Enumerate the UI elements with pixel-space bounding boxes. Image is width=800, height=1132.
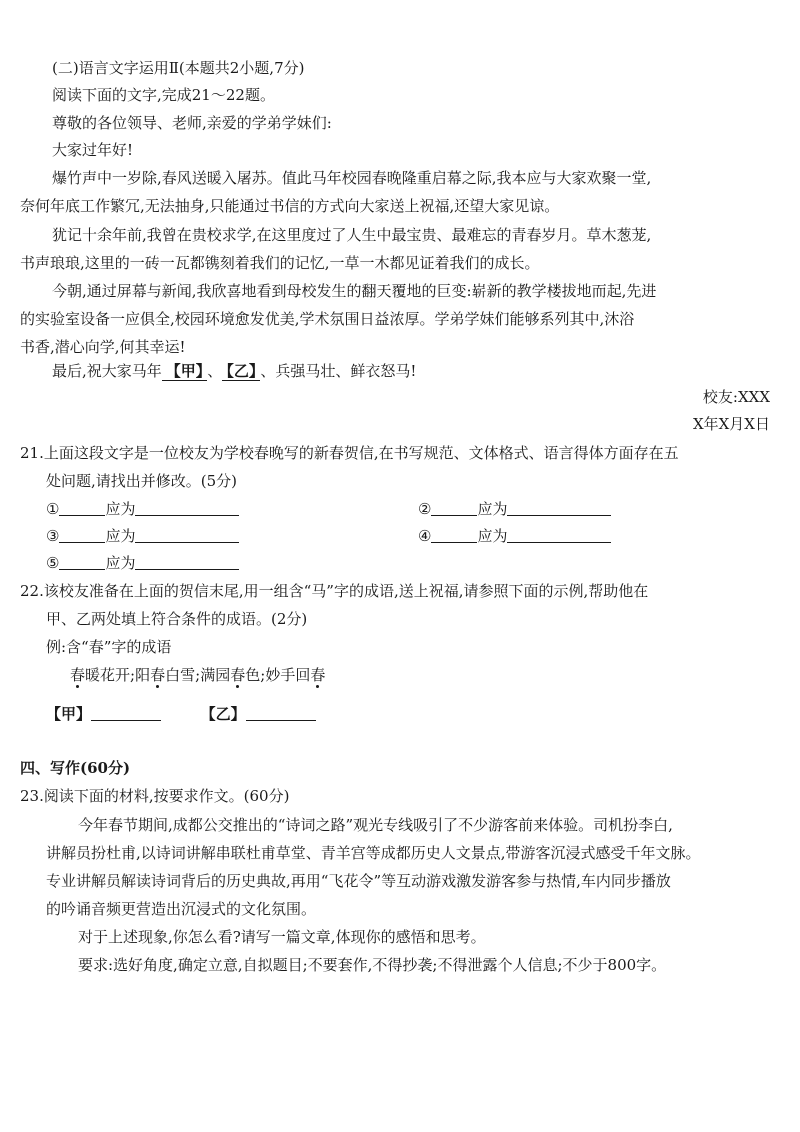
answer-blank[interactable]: [59, 499, 105, 516]
answer-label: 应为: [105, 527, 136, 545]
reading-instruction: 阅读下面的文字,完成21～22题。: [52, 86, 275, 104]
answer-row: [46, 704, 316, 724]
letter-paragraph-line: 今朝,通过屏幕与新闻,我欣喜地看到母校发生的翻天覆地的巨变:崭新的教学楼拔地而起,先进: [52, 282, 657, 300]
question-22-line: 甲、乙两处填上符合条件的成语。(2分): [46, 610, 308, 628]
answer-blank[interactable]: [135, 499, 239, 516]
idiom-key-char: 春: [150, 666, 166, 684]
closing-text: 最后,祝大家马年: [52, 362, 162, 380]
idiom-separator: ;: [195, 666, 201, 684]
answer-blank[interactable]: [507, 499, 611, 516]
answer-label: 应为: [105, 500, 136, 518]
material-line: 专业讲解员解读诗词背后的历史典故,再用“飞花令”等互动游戏激发游客参与热情,车内同步播放: [46, 872, 671, 890]
letter-date: X年X月X日: [692, 415, 770, 433]
section-heading: 四、写作(60分): [20, 759, 131, 777]
closing-text: 、兵强马壮、鲜衣怒马!: [260, 362, 417, 380]
idiom-key-char: 春: [70, 666, 86, 684]
blank-marker-jia: 【甲】: [162, 362, 208, 381]
idiom-part: 妙手回: [265, 666, 311, 684]
question-23-line: 23.阅读下面的材料,按要求作文。(60分): [20, 787, 290, 805]
answer-blank[interactable]: [507, 526, 611, 543]
writing-requirement: 要求:选好角度,确定立意,自拟题目;不要套作,不得抄袭;不得泄露个人信息;不少于800字。: [78, 956, 667, 974]
blank-label-jia: 【甲】: [46, 705, 92, 723]
answer-blank-jia[interactable]: [91, 704, 161, 721]
letter-paragraph-line: 奈何年底工作繁冗,无法抽身,只能通过书信的方式向大家送上祝福,还望大家见谅。: [20, 197, 560, 215]
letter-signature: 校友:XXX: [702, 388, 770, 406]
idiom-part: 白雪: [165, 666, 196, 684]
example-label: 例:含“春”字的成语: [46, 638, 172, 656]
letter-paragraph-line: 书声琅琅,这里的一砖一瓦都镌刻着我们的记忆,一草一木都见证着我们的成长。: [20, 254, 540, 272]
idiom-key-char: 春: [310, 666, 326, 684]
answer-number: ②: [418, 500, 432, 518]
letter-salutation: 尊敬的各位领导、老师,亲爱的学弟学妹们:: [52, 114, 332, 132]
answer-label: 应为: [105, 554, 136, 572]
answer-blank[interactable]: [135, 526, 239, 543]
answer-blank[interactable]: [431, 499, 477, 516]
answer-label: 应为: [477, 527, 508, 545]
material-line: 今年春节期间,成都公交推出的“诗词之路”观光专线吸引了不少游客前来体验。司机扮李白,: [78, 816, 673, 834]
idiom-key-char: 春: [230, 666, 246, 684]
answer-blank[interactable]: [135, 553, 239, 570]
answer-row: [418, 499, 611, 519]
idiom-separator: ;: [130, 666, 136, 684]
idiom-separator: ;: [260, 666, 266, 684]
letter-closing: [52, 361, 416, 381]
writing-task: 对于上述现象,你怎么看?请写一篇文章,体现你的感悟和思考。: [78, 928, 486, 946]
answer-row: [418, 526, 611, 546]
idiom-part: 暖花开: [85, 666, 131, 684]
answer-number: ③: [46, 527, 60, 545]
letter-paragraph-line: 的实验室设备一应俱全,校园环境愈发优美,学术氛围日益浓厚。学弟学妹们能够系列其中,沐浴: [20, 310, 635, 328]
answer-number: ⑤: [46, 554, 60, 572]
letter-paragraph-line: 书香,潜心向学,何其幸运!: [20, 338, 186, 356]
answer-number: ④: [418, 527, 432, 545]
answer-blank[interactable]: [59, 553, 105, 570]
material-line: 的吟诵音频更营造出沉浸式的文化氛围。: [46, 900, 317, 918]
answer-row: [46, 553, 239, 573]
question-22-line: 22.该校友准备在上面的贺信末尾,用一组含“马”字的成语,送上祝福,请参照下面的示例,帮助他在: [20, 582, 649, 600]
example-idioms: [70, 665, 325, 685]
idiom-part: 色: [245, 666, 261, 684]
answer-blank[interactable]: [59, 526, 105, 543]
answer-row: [46, 499, 239, 519]
letter-paragraph-line: 爆竹声中一岁除,春风送暖入屠苏。值此马年校园春晚隆重启幕之际,我本应与大家欢聚一堂,: [52, 169, 652, 187]
answer-row: [46, 526, 239, 546]
material-line: 讲解员扮杜甫,以诗词讲解串联杜甫草堂、青羊宫等成都历史人文景点,带游客沉浸式感受千年文脉。: [46, 844, 701, 862]
question-21-line: 21.上面这段文字是一位校友为学校春晚写的新春贺信,在书写规范、文体格式、语言得体方面存在五: [20, 444, 679, 462]
letter-paragraph-line: 犹记十余年前,我曾在贵校求学,在这里度过了人生中最宝贵、最难忘的青春岁月。草木葱茏,: [52, 226, 652, 244]
answer-blank-yi[interactable]: [246, 704, 316, 721]
section-heading: (二)语言文字运用Ⅱ(本题共2小题,7分): [52, 59, 305, 77]
idiom-part: 满园: [200, 666, 231, 684]
idiom-part: 阳: [135, 666, 151, 684]
question-21-line: 处问题,请找出并修改。(5分): [46, 472, 238, 490]
blank-marker-yi: 【乙】: [222, 362, 260, 381]
closing-separator: 、: [207, 362, 223, 380]
answer-label: 应为: [477, 500, 508, 518]
blank-label-yi: 【乙】: [200, 705, 246, 723]
letter-greeting: 大家过年好!: [52, 141, 134, 159]
answer-number: ①: [46, 500, 60, 518]
answer-blank[interactable]: [431, 526, 477, 543]
